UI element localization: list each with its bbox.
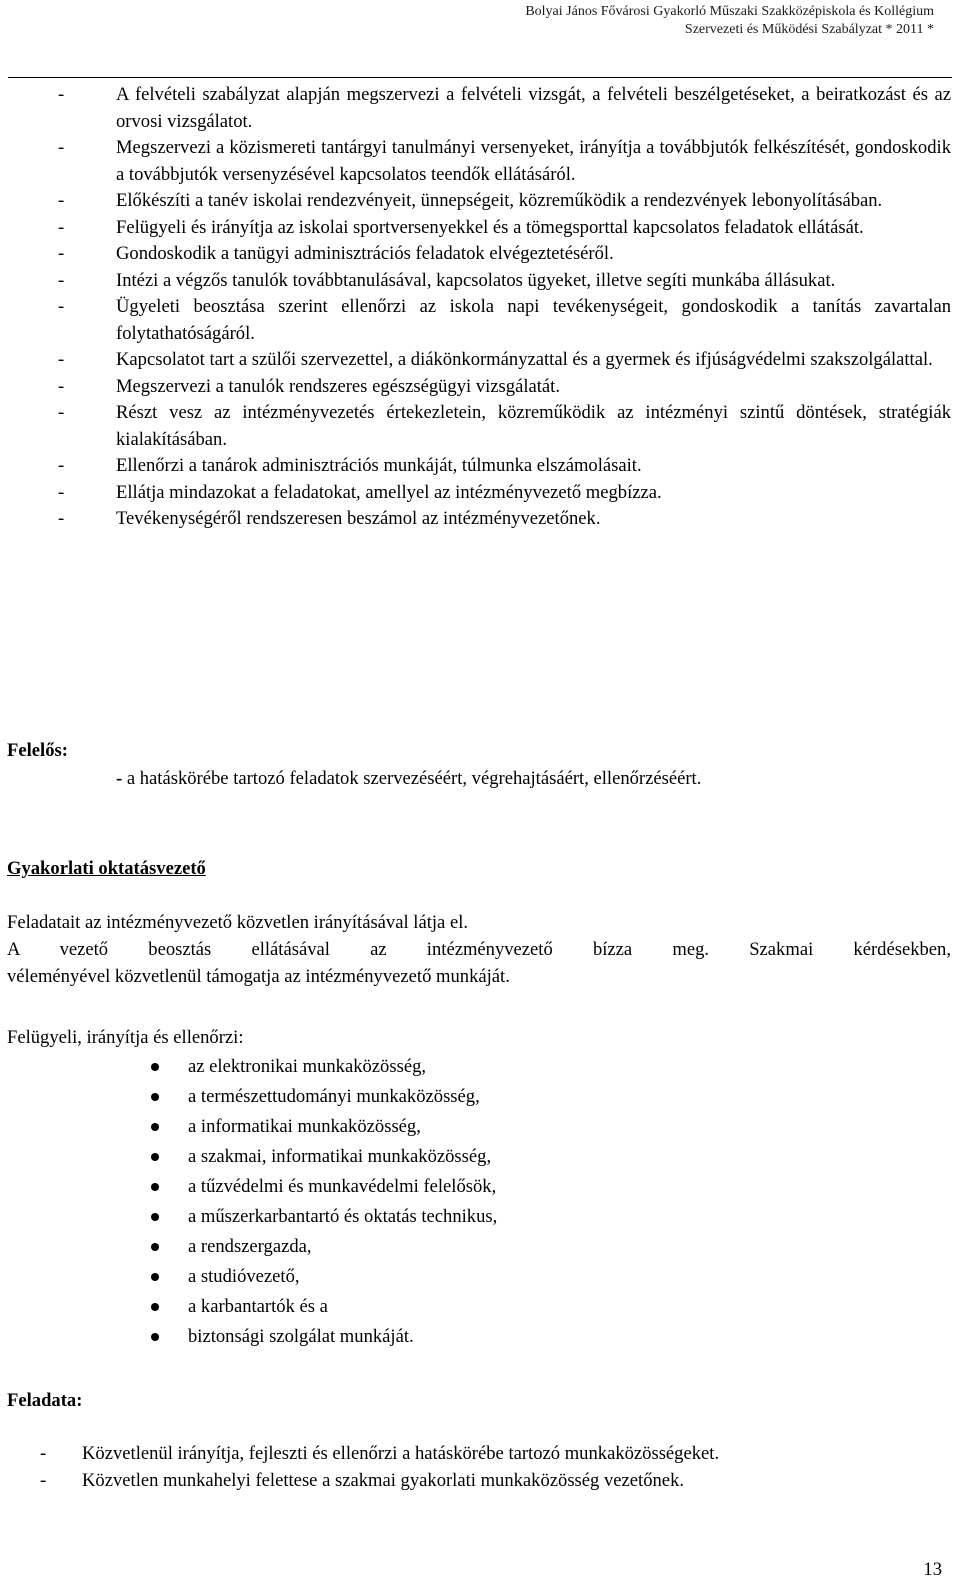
list-item: a studióvezető, [150, 1262, 497, 1292]
responsible-text [116, 766, 701, 793]
list-item: - A felvételi szabályzat alapján megszervezi a felvételi vizsgát, a felvételi beszélgetéseket, a beiratkozást és az orvosi vizsgálatot. [58, 82, 951, 135]
list-item: - Kapcsolatot tart a szülői szervezettel, a diákönkormányzattal és a gyermek és ifjúságvédelmi szakszolgálattal. [58, 347, 951, 374]
paragraph: Feladatait az intézményvezető közvetlen irányításával látja el. [7, 912, 469, 933]
responsible-label: Felelős: [7, 740, 68, 761]
list-item: a tűzvédelmi és munkavédelmi felelősök, [150, 1172, 497, 1202]
paragraph-line: véleményével közvetlenül támogatja az intézményvezető munkáját. [7, 965, 510, 987]
responsible-dash: - [116, 768, 123, 789]
page-header [0, 0, 960, 77]
responsible-description: a hatáskörébe tartozó feladatok szervezéséért, végrehajtásáért, ellenőrzéséért. [122, 768, 702, 789]
duties-label: Feladata: [7, 1390, 83, 1411]
header-document-title: Szervezeti és Működési Szabályzat * 2011 * [684, 22, 934, 37]
list-item: - Megszervezi a tanulók rendszeres egészségügyi vizsgálatát. [58, 374, 951, 401]
list-item: - Előkészíti a tanév iskolai rendezvényeit, ünnepségeit, közreműködik a rendezvények lebonyolításában. [58, 188, 951, 215]
list-item: biztonsági szolgálat munkáját. [150, 1322, 497, 1352]
list-item: a rendszergazda, [150, 1232, 497, 1262]
list-item: - Gondoskodik a tanügyi adminisztrációs feladatok elvégeztetéséről. [58, 241, 951, 268]
list-item: - Részt vesz az intézményvezetés értekezletein, közreműködik az intézményi szintű döntések, stratégiák kialakításában. [58, 400, 951, 453]
list-item: - Intézi a végzős tanulók továbbtanulásával, kapcsolatos ügyeket, illetve segíti munkába állásukat. [58, 268, 951, 295]
header-divider [8, 77, 952, 78]
header-school-name: Bolyai János Fővárosi Gyakorló Műszaki Szakközépiskola és Kollégium [525, 4, 934, 19]
supervised-units-list [150, 1052, 497, 1352]
list-item: - Ügyeleti beosztása szerint ellenőrzi az iskola napi tevékenységeit, gondoskodik a tanítás zavartalan folytathatóságáról. [58, 294, 951, 347]
list-item: - Megszervezi a közismereti tantárgyi tanulmányi versenyeket, irányítja a továbbjutók felkészítését, gondoskodik a továbbjutók versenyzésével kapcsolatos teendők ellátásáról. [58, 135, 951, 188]
list-item: - Közvetlen munkahelyi felettese a szakmai gyakorlati munkaközösség vezetőnek. [40, 1468, 960, 1495]
list-item: - Közvetlenül irányítja, fejleszti és ellenőrzi a hatáskörébe tartozó munkaközösségeket. [40, 1441, 960, 1468]
list-item: a szakmai, informatikai munkaközösség, [150, 1142, 497, 1172]
section-title: Gyakorlati oktatásvezető [7, 858, 206, 879]
supervises-label: Felügyeli, irányítja és ellenőrzi: [7, 1027, 244, 1048]
list-item: a informatikai munkaközösség, [150, 1112, 497, 1142]
list-item: a természettudományi munkaközösség, [150, 1082, 497, 1112]
list-item: az elektronikai munkaközösség, [150, 1052, 497, 1082]
list-item: - Felügyeli és irányítja az iskolai sportversenyekkel és a tömegsporttal kapcsolatos feladatok ellátását. [58, 215, 951, 242]
list-item: a műszerkarbantartó és oktatás technikus, [150, 1202, 497, 1232]
page-number: 13 [923, 1559, 942, 1580]
paragraph [7, 937, 951, 990]
paragraph-line: A vezető beosztás ellátásával az intézményvezető bízza meg. Szakmai kérdésekben, [7, 939, 951, 960]
list-item: a karbantartók és a [150, 1292, 497, 1322]
list-item: - Ellátja mindazokat a feladatokat, amellyel az intézményvezető megbízza. [58, 480, 951, 507]
list-item: - Tevékenységéről rendszeresen beszámol az intézményvezetőnek. [58, 506, 951, 533]
task-list [58, 82, 951, 533]
duties-list [40, 1441, 960, 1494]
list-item: - Ellenőrzi a tanárok adminisztrációs munkáját, túlmunka elszámolásait. [58, 453, 951, 480]
